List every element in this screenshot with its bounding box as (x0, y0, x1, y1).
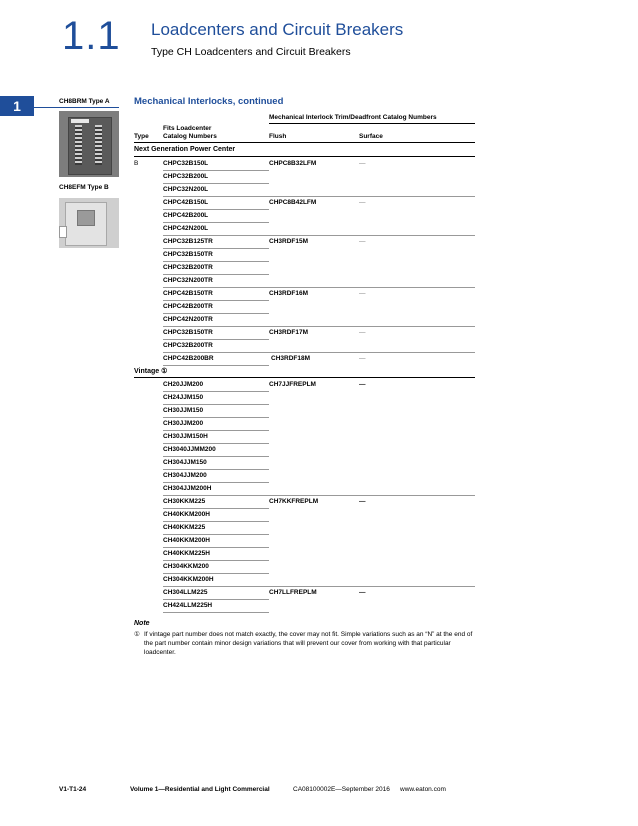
type-cell: B (134, 160, 139, 167)
surface-cell: — (359, 329, 366, 336)
catalog-cell: CHPC42B200L (163, 212, 209, 219)
row-separator (163, 235, 475, 236)
col-header-surface: Surface (359, 133, 383, 140)
catalog-cell: CHPC42B150TR (163, 290, 213, 297)
catalog-cell: CHPC32N200TR (163, 277, 213, 284)
flush-cell: CH3RDF15M (269, 238, 309, 245)
catalog-cell: CH304JJM200 (163, 472, 207, 479)
row-separator (163, 469, 269, 470)
row-separator (163, 365, 269, 366)
row-separator (163, 508, 269, 509)
surface-cell: — (359, 498, 366, 505)
footer-volume: Volume 1—Residential and Light Commercial (130, 786, 270, 793)
catalog-cell: CH304JJM150 (163, 459, 207, 466)
surface-cell: — (359, 355, 366, 362)
row-separator (163, 313, 269, 314)
flush-cell: CHPC8B32LFM (269, 160, 317, 167)
row-separator (163, 261, 269, 262)
chapter-tab: 1 (0, 96, 34, 116)
catalog-cell: CHPC42B200TR (163, 303, 213, 310)
interlock-window (77, 210, 95, 226)
catalog-cell: CHPC32B150TR (163, 329, 213, 336)
catalog-cell: CHPC32B150L (163, 160, 209, 167)
row-separator (163, 495, 475, 496)
catalog-cell: CH40KKM225 (163, 524, 206, 531)
row-separator (163, 430, 269, 431)
row-separator (163, 547, 269, 548)
footer-url: www.eaton.com (400, 786, 446, 793)
row-separator (163, 170, 269, 171)
loadcenter-photo-b (59, 198, 119, 248)
catalog-cell: CH304KKM200 (163, 563, 209, 570)
catalog-cell: CHPC32N200L (163, 186, 209, 193)
col-header-fits: Fits Loadcenter Catalog Numbers (163, 125, 217, 140)
row-separator (163, 222, 269, 223)
flush-cell: CH3RDF18M (271, 355, 311, 362)
row-separator (163, 248, 269, 249)
row-separator (163, 482, 269, 483)
row-separator (163, 560, 269, 561)
row-separator (163, 300, 269, 301)
flush-cell: CH7LLFREPLM (269, 589, 317, 596)
side-knockout (59, 226, 67, 238)
note-marker: ① (134, 631, 140, 638)
row-separator (163, 339, 269, 340)
surface-cell: — (359, 238, 366, 245)
surface-cell: — (359, 381, 366, 388)
catalog-cell: CH30JJM150H (163, 433, 208, 440)
image1-caption: CH8BRM Type A (59, 98, 110, 105)
footer-page: V1-T1-24 (59, 786, 87, 793)
row-separator (163, 521, 269, 522)
group1-rule (134, 156, 475, 157)
catalog-cell: CHPC32B200L (163, 173, 209, 180)
group2-rule (134, 377, 475, 378)
flush-cell: CHPC8B42LFM (269, 199, 317, 206)
note-text: If vintage part number does not match exactly, the cover may not fit. Simple variations such as an “N” at the end of the part number contain minor design variations that will prevent our cover from working with that particular loadcenter. (144, 631, 473, 656)
row-separator (163, 209, 269, 210)
row-separator (163, 183, 269, 184)
loadcenter-photo-a (59, 111, 119, 177)
section-number: 1.1 (62, 14, 121, 58)
group2-title: Vintage ① (134, 368, 168, 375)
group1-title: Next Generation Power Center (134, 146, 236, 153)
catalog-cell: CH30JJM150 (163, 407, 204, 414)
page-title: Loadcenters and Circuit Breakers (151, 20, 404, 39)
catalog-cell: CH40KKM200H (163, 511, 210, 518)
catalog-cell: CHPC32B150TR (163, 251, 213, 258)
row-separator (163, 391, 269, 392)
catalog-cell: CH304LLM225 (163, 589, 208, 596)
group-header: Mechanical Interlock Trim/Deadfront Catalog Numbers (269, 114, 437, 121)
row-separator (163, 196, 475, 197)
note-title: Note (134, 620, 150, 627)
header-rule (134, 142, 475, 143)
breaker-column-left (75, 125, 82, 165)
tab-rule (34, 107, 119, 108)
surface-cell: — (359, 160, 366, 167)
row-separator (163, 404, 269, 405)
row-separator (163, 443, 269, 444)
catalog-cell: CH304KKM200H (163, 576, 214, 583)
row-separator (163, 456, 269, 457)
row-separator (163, 612, 269, 613)
surface-cell: — (359, 290, 366, 297)
catalog-cell: CHPC42N200TR (163, 316, 213, 323)
row-separator (163, 599, 269, 600)
row-separator (163, 586, 475, 587)
catalog-cell: CH40KKM225H (163, 550, 210, 557)
row-separator (163, 352, 475, 353)
panel-label (71, 119, 89, 123)
flush-cell: CH3RDF17M (269, 329, 309, 336)
catalog-cell: CH3040JJMM200 (163, 446, 216, 453)
catalog-cell: CH30JJM200 (163, 420, 204, 427)
catalog-cell: CH30KKM225 (163, 498, 206, 505)
catalog-cell: CH424LLM225H (163, 602, 213, 609)
flush-cell: CH7JJFREPLM (269, 381, 316, 388)
catalog-cell: CHPC42B200BR (163, 355, 214, 362)
row-separator (163, 573, 269, 574)
catalog-cell: CHPC42N200L (163, 225, 209, 232)
flush-cell: CH3RDF16M (269, 290, 309, 297)
flush-cell: CH7KKFREPLM (269, 498, 319, 505)
col-header-flush: Flush (269, 133, 287, 140)
catalog-cell: CHPC32B200TR (163, 264, 213, 271)
surface-cell: — (359, 199, 366, 206)
row-separator (163, 417, 269, 418)
breaker-column-right (95, 125, 102, 165)
surface-cell: — (359, 589, 366, 596)
catalog-cell: CHPC32B200TR (163, 342, 213, 349)
footer-code: CA08100002E—September 2016 (293, 786, 390, 793)
page-subtitle: Type CH Loadcenters and Circuit Breakers (151, 46, 351, 58)
catalog-cell: CHPC42B150L (163, 199, 209, 206)
row-separator (163, 534, 269, 535)
section-heading: Mechanical Interlocks, continued (134, 96, 284, 107)
catalog-cell: CH20JJM200 (163, 381, 204, 388)
catalog-cell: CH24JJM150 (163, 394, 204, 401)
row-separator (163, 326, 475, 327)
catalog-cell: CHPC32B125TR (163, 238, 213, 245)
catalog-cell: CH40KKM200H (163, 537, 210, 544)
row-separator (163, 274, 269, 275)
group-header-rule (269, 123, 475, 124)
catalog-cell: CH304JJM200H (163, 485, 212, 492)
col-header-type: Type (134, 133, 149, 140)
row-separator (163, 287, 475, 288)
image2-caption: CH8EFM Type B (59, 184, 109, 191)
